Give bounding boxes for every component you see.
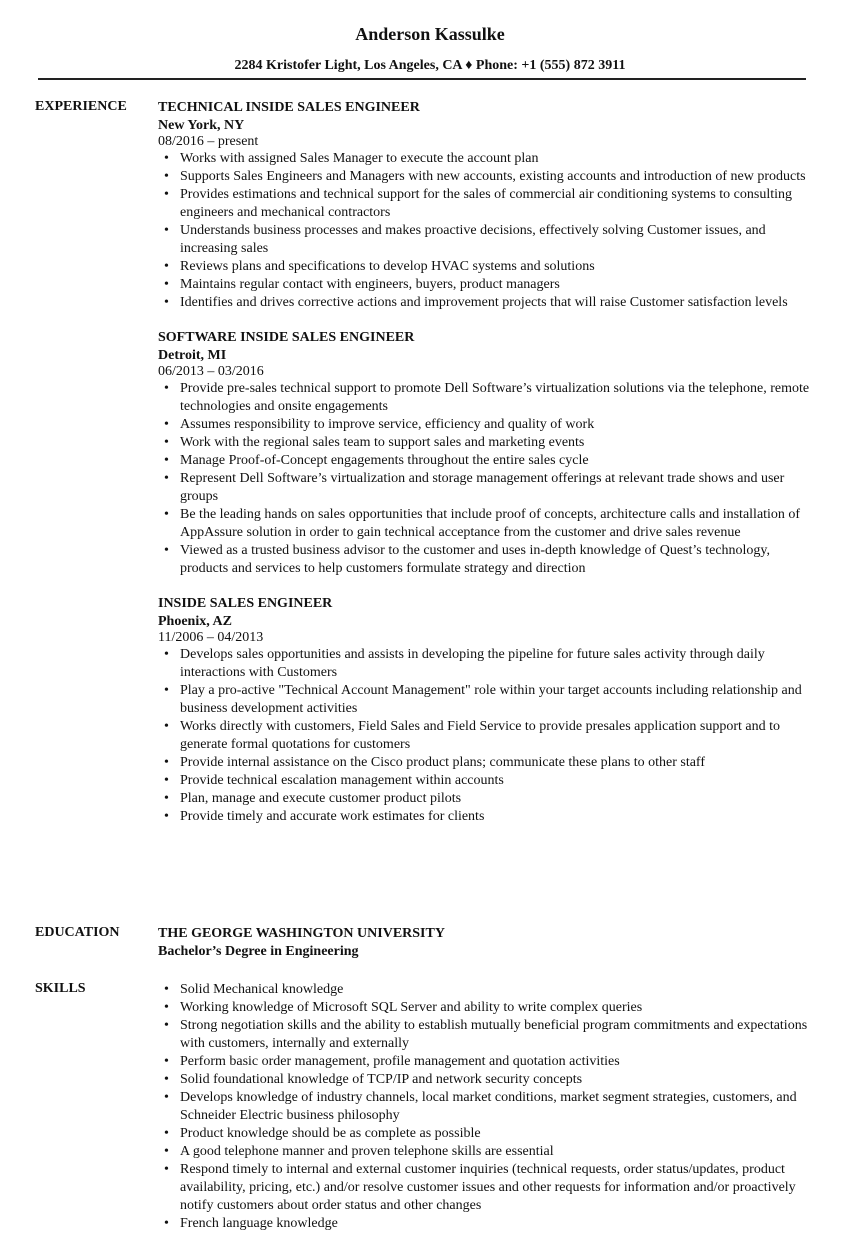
list-item: • Provides estimations and technical support for the sales of commercial air conditioning systems to consulting engineers and mechanical contractors	[158, 186, 818, 222]
list-item: • Works directly with customers, Field Sales and Field Service to provide presales application support and to generate formal quotations for customers	[158, 718, 818, 754]
list-item: • Strong negotiation skills and the ability to establish mutually beneficial program commitments and expectations with customers, internally and externally	[158, 1017, 818, 1053]
list-item: • Manage Proof-of-Concept engagements throughout the entire sales cycle	[158, 452, 818, 470]
job-dates: 08/2016 – present	[158, 134, 259, 149]
list-item: • Working knowledge of Microsoft SQL Server and ability to write complex queries	[158, 999, 818, 1017]
list-item: • Respond timely to internal and external customer inquiries (technical requests, order status/updates, product availability, pricing, etc.) and/or resolve customer issues and other requests for information and/or proactively notify customers about order status and other changes	[158, 1161, 818, 1215]
skills-heading: SKILLS	[35, 981, 86, 996]
list-item: • Reviews plans and specifications to develop HVAC systems and solutions	[158, 258, 818, 276]
list-item: • Provide internal assistance on the Cisco product plans; communicate these plans to other staff	[158, 754, 818, 772]
list-item: • Develops sales opportunities and assists in developing the pipeline for future sales activity through daily interactions with Customers	[158, 646, 818, 682]
list-item: • Viewed as a trusted business advisor to the customer and uses in-depth knowledge of Quest’s technology, products and services to help customers formulate strategy and direction	[158, 542, 818, 578]
degree: Bachelor’s Degree in Engineering	[158, 944, 359, 959]
list-item: • Provide pre-sales technical support to promote Dell Software’s virtualization solutions via the telephone, remote technologies and onsite engagements	[158, 380, 818, 416]
job-bullets	[158, 646, 818, 826]
list-item: • Identifies and drives corrective actions and improvement projects that will raise Customer satisfaction levels	[158, 294, 818, 312]
list-item: • Supports Sales Engineers and Managers with new accounts, existing accounts and introduction of new products	[158, 168, 818, 186]
list-item: • Works with assigned Sales Manager to execute the account plan	[158, 150, 818, 168]
job-dates: 06/2013 – 03/2016	[158, 364, 264, 379]
experience-heading: EXPERIENCE	[35, 99, 127, 114]
job-entry	[158, 329, 818, 578]
job-title: TECHNICAL INSIDE SALES ENGINEER	[158, 100, 420, 115]
list-item: • Solid foundational knowledge of TCP/IP and network security concepts	[158, 1071, 818, 1089]
job-location: Phoenix, AZ	[158, 614, 232, 629]
job-location: Detroit, MI	[158, 348, 227, 363]
list-item: • Be the leading hands on sales opportunities that include proof of concepts, architecture calls and installation of AppAssure solution in order to gain technical acceptance from the customer and drive sales revenue	[158, 506, 818, 542]
job-title: SOFTWARE INSIDE SALES ENGINEER	[158, 330, 415, 345]
list-item: • Plan, manage and execute customer product pilots	[158, 790, 818, 808]
list-item: • A good telephone manner and proven telephone skills are essential	[158, 1143, 818, 1161]
list-item: • Play a pro-active "Technical Account Management" role within your target accounts including relationship and business development activities	[158, 682, 818, 718]
list-item: • Assumes responsibility to improve service, efficiency and quality of work	[158, 416, 818, 434]
list-item: • Provide technical escalation management within accounts	[158, 772, 818, 790]
list-item: • French language knowledge	[158, 1215, 818, 1233]
list-item: • Product knowledge should be as complete as possible	[158, 1125, 818, 1143]
contact-line: 2284 Kristofer Light, Los Angeles, CA ♦ Phone: +1 (555) 872 3911	[234, 58, 626, 73]
experience-section	[158, 99, 818, 843]
education-section	[158, 925, 818, 961]
job-dates: 11/2006 – 04/2013	[158, 630, 264, 645]
school-name: THE GEORGE WASHINGTON UNIVERSITY	[158, 926, 445, 941]
job-location: New York, NY	[158, 118, 245, 133]
list-item: • Solid Mechanical knowledge	[158, 981, 818, 999]
list-item: • Develops knowledge of industry channels, local market conditions, market segment strategies, customers, and Schneider Electric business philosophy	[158, 1089, 818, 1125]
list-item: • Work with the regional sales team to support sales and marketing events	[158, 434, 818, 452]
job-bullets	[158, 150, 818, 312]
job-entry	[158, 595, 818, 826]
job-bullets	[158, 380, 818, 578]
candidate-name: Anderson Kassulke	[355, 24, 505, 44]
list-item: • Understands business processes and makes proactive decisions, effectively solving Customer issues, and increasing sales	[158, 222, 818, 258]
education-heading: EDUCATION	[35, 925, 120, 940]
list-item: • Provide timely and accurate work estimates for clients	[158, 808, 818, 826]
list-item: • Maintains regular contact with engineers, buyers, product managers	[158, 276, 818, 294]
list-item: • Represent Dell Software’s virtualization and storage management offerings at relevant trade shows and user groups	[158, 470, 818, 506]
job-title: INSIDE SALES ENGINEER	[158, 596, 333, 611]
list-item: • Perform basic order management, profile management and quotation activities	[158, 1053, 818, 1071]
skills-section	[158, 981, 818, 1233]
job-entry	[158, 99, 818, 312]
skills-list	[158, 981, 818, 1233]
header-divider	[38, 78, 806, 80]
